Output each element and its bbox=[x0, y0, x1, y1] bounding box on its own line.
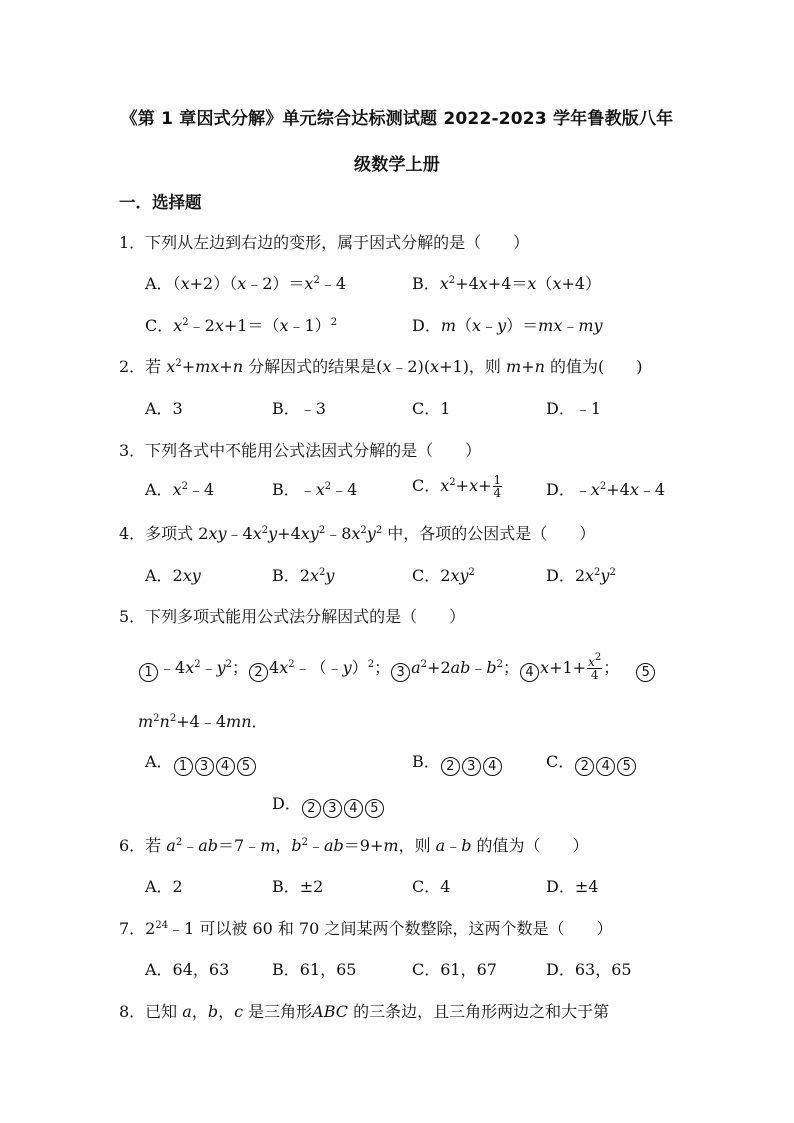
question-7-option-d: D．63，65 bbox=[546, 960, 632, 979]
question-4-option-a: A．2xy bbox=[145, 566, 201, 585]
question-1-stem: 1．下列从左边到右边的变形，属于因式分解的是（ ） bbox=[119, 233, 530, 252]
fraction: $\frac{1}{4}$ bbox=[493, 473, 502, 500]
question-4-option-d: D．$2x^2y^2$ bbox=[546, 566, 616, 585]
question-5-option-c: C． 2 4 5 bbox=[546, 752, 637, 776]
question-1-option-b: B．$x^2+4x+4=x(x+4)$ bbox=[412, 274, 602, 293]
question-4-option-c: C．$2xy^2$ bbox=[412, 566, 475, 585]
question-7-option-c: C．61，67 bbox=[412, 960, 497, 979]
question-5-option-a: A． 1 3 4 5 bbox=[145, 752, 257, 776]
question-4-stem: 4．多项式 $2xy﹣4x^2y+4xy^2﹣8x^2y^2$ 中，各项的公因式是（ ） bbox=[119, 524, 596, 543]
question-1-option-a: A．$(x+2)(x﹣2)=x^2﹣4$ bbox=[145, 274, 347, 293]
question-6-stem: 6．若 $a^2﹣ab=7﹣m$，$b^2﹣ab=9+m$，则 a﹣b 的值为（ ） bbox=[119, 836, 589, 855]
circled-number-3: 3 bbox=[391, 663, 410, 682]
question-2-option-c: C．1 bbox=[412, 399, 451, 418]
question-6-option-c: C．4 bbox=[412, 877, 451, 896]
question-5-expressions-line2: $m^2n^2+4﹣4mn$． bbox=[138, 712, 268, 731]
question-7-option-b: B．61，65 bbox=[272, 960, 357, 979]
question-2-option-d: D．﹣1 bbox=[546, 399, 602, 418]
circled-number-5: 5 bbox=[636, 663, 655, 682]
question-1-option-d: D．m（x﹣y）＝mx﹣my bbox=[412, 316, 603, 335]
question-2-option-b: B．﹣3 bbox=[272, 399, 326, 418]
question-5-expressions-line1: 1 $﹣4x^2﹣y^2$； 2 $4x^2﹣(﹣y)^2$； 3 $a^2+2ab﹣b^2$； 4 x+1+ $\frac{x^2}{4}$ ； 5 bbox=[138, 656, 656, 682]
question-5-option-b: B． 2 3 4 bbox=[412, 752, 503, 776]
circled-number-1: 1 bbox=[139, 663, 158, 682]
section-heading: 一．选择题 bbox=[119, 193, 202, 212]
question-5-stem: 5．下列多项式能用公式法分解因式的是（ ） bbox=[119, 607, 466, 626]
question-1-option-c: C．$x^2﹣2x+1=(x﹣1)^2$ bbox=[145, 316, 338, 335]
question-3-option-a: A．$x^2﹣4$ bbox=[145, 480, 215, 499]
question-5-option-d: D． 2 3 4 5 bbox=[272, 794, 385, 818]
document-title-line1: 《第 1 章因式分解》单元综合达标测试题 2022-2023 学年鲁教版八年 bbox=[120, 109, 674, 129]
question-2-stem: 2．若 $x^2+mx+n$ 分解因式的结果是(x﹣2)(x+1)，则 m+n 的值为( ) bbox=[119, 357, 643, 376]
document-title-line2: 级数学上册 bbox=[354, 155, 440, 175]
question-3-option-c: C．$x^2+x+$ $\frac{1}{4}$ bbox=[412, 473, 502, 500]
question-6-option-b: B．±2 bbox=[272, 877, 324, 896]
question-7-option-a: A．64，63 bbox=[145, 960, 230, 979]
question-3-option-b: B．$﹣x^2﹣4$ bbox=[272, 480, 358, 499]
question-6-option-a: A．2 bbox=[145, 877, 183, 896]
question-4-option-b: B．$2x^2y$ bbox=[272, 566, 335, 585]
question-3-option-d: D．$﹣x^2+4x﹣4$ bbox=[546, 480, 666, 499]
fraction: $\frac{x^2}{4}$ bbox=[588, 652, 602, 682]
question-3-stem: 3．下列各式中不能用公式法因式分解的是（ ） bbox=[119, 441, 482, 460]
question-8-stem: 8．已知 a，b，c 是三角形ABC 的三条边，且三角形两边之和大于第 bbox=[119, 1002, 610, 1021]
question-7-stem: 7．$2^{24}﹣1$ 可以被 60 和 70 之间某两个数整除，这两个数是（ ） bbox=[119, 919, 613, 938]
question-2-option-a: A．3 bbox=[145, 399, 183, 418]
circled-number-2: 2 bbox=[249, 663, 268, 682]
question-6-option-d: D．±4 bbox=[546, 877, 599, 896]
circled-number-4: 4 bbox=[520, 663, 539, 682]
